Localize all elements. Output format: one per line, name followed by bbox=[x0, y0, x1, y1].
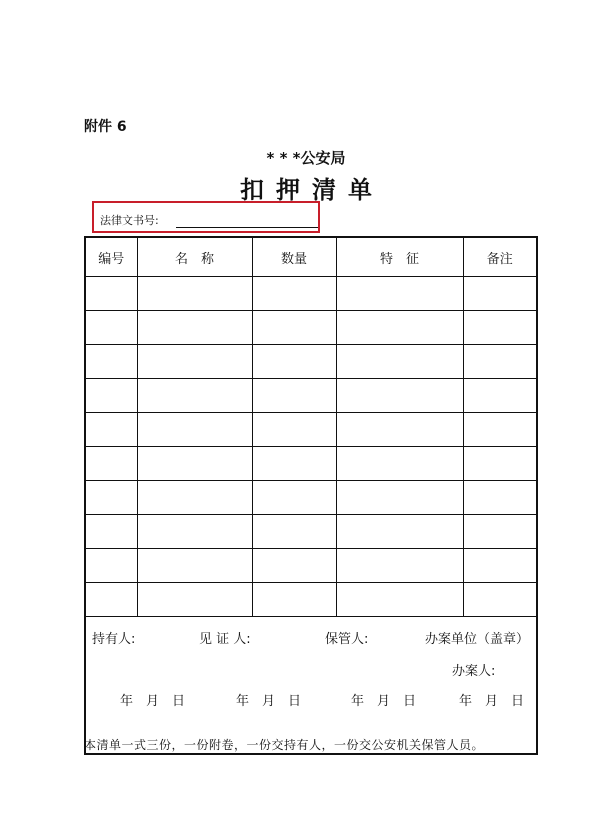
table-cell[interactable] bbox=[463, 583, 537, 617]
table-row bbox=[85, 549, 537, 583]
table-cell[interactable] bbox=[336, 583, 463, 617]
table-cell[interactable] bbox=[336, 311, 463, 345]
table-cell[interactable] bbox=[336, 447, 463, 481]
page-title: 扣押清单 bbox=[240, 176, 384, 204]
date-custodian: 年 月 日 bbox=[351, 694, 417, 709]
table-cell[interactable] bbox=[137, 277, 252, 311]
table-cell[interactable] bbox=[252, 345, 336, 379]
doc-number-label: 法律文书号: bbox=[100, 214, 159, 227]
date-unit: 年 月 日 bbox=[459, 694, 525, 709]
organization-name: * * *公安局 bbox=[266, 149, 346, 167]
column-header-features: 特 征 bbox=[336, 237, 463, 277]
doc-number-field[interactable] bbox=[176, 227, 318, 228]
table-cell[interactable] bbox=[85, 447, 137, 481]
column-header-remarks: 备注 bbox=[463, 237, 537, 277]
table-row bbox=[85, 515, 537, 549]
table-cell[interactable] bbox=[252, 447, 336, 481]
table-cell[interactable] bbox=[85, 515, 137, 549]
table-cell[interactable] bbox=[137, 481, 252, 515]
table-cell[interactable] bbox=[336, 549, 463, 583]
table-cell[interactable] bbox=[252, 481, 336, 515]
table-row bbox=[85, 345, 537, 379]
table-row bbox=[85, 379, 537, 413]
attachment-label: 附件 6 bbox=[84, 119, 127, 135]
table-cell[interactable] bbox=[85, 549, 137, 583]
column-header-number: 编号 bbox=[85, 237, 137, 277]
footnote: 本清单一式三份，一份附卷，一份交持有人，一份交公安机关保管人员。 bbox=[84, 738, 485, 752]
unit-seal-label: 办案单位（盖章） bbox=[425, 632, 530, 647]
table-cell[interactable] bbox=[463, 379, 537, 413]
table-row bbox=[85, 311, 537, 345]
table-cell[interactable] bbox=[252, 311, 336, 345]
table-cell[interactable] bbox=[463, 277, 537, 311]
table-cell[interactable] bbox=[137, 549, 252, 583]
table-cell[interactable] bbox=[137, 583, 252, 617]
table-cell[interactable] bbox=[336, 345, 463, 379]
table-row bbox=[85, 413, 537, 447]
table-cell[interactable] bbox=[137, 413, 252, 447]
table-cell[interactable] bbox=[336, 481, 463, 515]
table-cell[interactable] bbox=[85, 345, 137, 379]
table-cell[interactable] bbox=[336, 413, 463, 447]
table-row bbox=[85, 481, 537, 515]
table-cell[interactable] bbox=[252, 277, 336, 311]
table-cell[interactable] bbox=[85, 379, 137, 413]
table-cell[interactable] bbox=[137, 447, 252, 481]
table-cell[interactable] bbox=[463, 447, 537, 481]
table-cell[interactable] bbox=[252, 515, 336, 549]
table-cell[interactable] bbox=[463, 345, 537, 379]
table-cell[interactable] bbox=[463, 481, 537, 515]
table-cell[interactable] bbox=[85, 413, 137, 447]
table-cell[interactable] bbox=[252, 549, 336, 583]
table-header-row bbox=[85, 237, 537, 277]
table-row bbox=[85, 447, 537, 481]
table-cell[interactable] bbox=[137, 515, 252, 549]
date-witness: 年 月 日 bbox=[236, 694, 302, 709]
table-cell[interactable] bbox=[85, 583, 137, 617]
date-holder: 年 月 日 bbox=[120, 694, 186, 709]
table-cell[interactable] bbox=[85, 481, 137, 515]
table-cell[interactable] bbox=[336, 515, 463, 549]
table-row bbox=[85, 277, 537, 311]
table-cell[interactable] bbox=[252, 379, 336, 413]
column-header-quantity: 数量 bbox=[252, 237, 336, 277]
signature-section bbox=[85, 617, 537, 755]
column-header-name: 名 称 bbox=[137, 237, 252, 277]
table-cell[interactable] bbox=[463, 549, 537, 583]
signature-cell bbox=[85, 617, 537, 755]
table-cell[interactable] bbox=[252, 413, 336, 447]
table-cell[interactable] bbox=[252, 583, 336, 617]
witness-label: 见 证 人: bbox=[199, 632, 251, 647]
table-cell[interactable] bbox=[137, 379, 252, 413]
table-row bbox=[85, 583, 537, 617]
table-cell[interactable] bbox=[463, 515, 537, 549]
handler-label: 办案人: bbox=[452, 664, 496, 679]
table-cell[interactable] bbox=[463, 413, 537, 447]
table-cell[interactable] bbox=[137, 311, 252, 345]
table-cell[interactable] bbox=[463, 311, 537, 345]
custodian-label: 保管人: bbox=[325, 632, 369, 647]
table-cell[interactable] bbox=[336, 277, 463, 311]
table-cell[interactable] bbox=[85, 311, 137, 345]
holder-label: 持有人: bbox=[92, 632, 136, 647]
table-cell[interactable] bbox=[336, 379, 463, 413]
table-cell[interactable] bbox=[85, 277, 137, 311]
seizure-list-table bbox=[84, 236, 538, 755]
table-cell[interactable] bbox=[137, 345, 252, 379]
